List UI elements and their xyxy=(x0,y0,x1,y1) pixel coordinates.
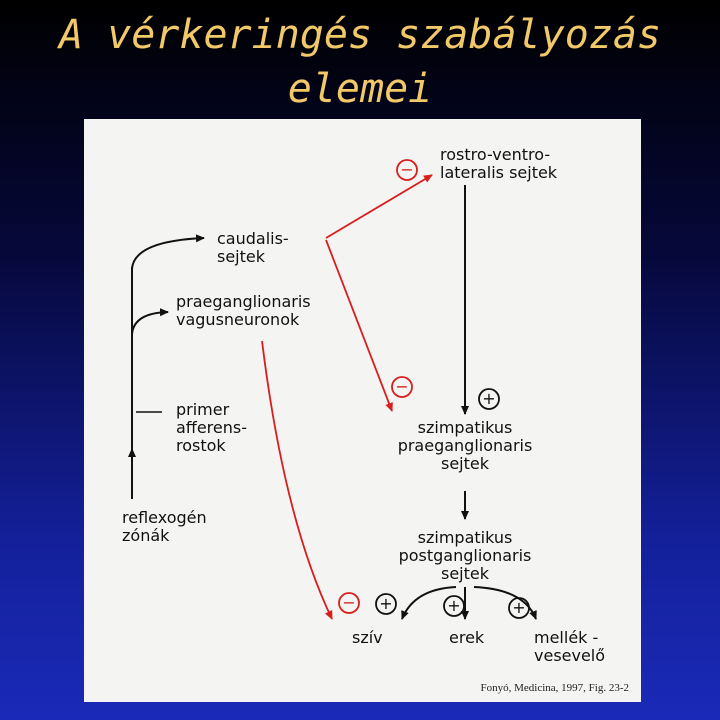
plus-sign-erek-icon xyxy=(444,596,464,616)
primer-line2: afferens- xyxy=(176,418,247,437)
erek-node: erek xyxy=(449,628,485,647)
szimp-prae-line3: sejtek xyxy=(440,454,489,473)
szimp-prae-node xyxy=(380,419,550,473)
szimp-post-line1: szimpatikus xyxy=(417,528,513,547)
vagus-line2: vagusneuronok xyxy=(176,310,300,329)
reflexogen-node xyxy=(122,509,207,545)
primer-line3: rostok xyxy=(176,436,226,455)
svg-text:−: − xyxy=(342,593,356,612)
sziv-node: szív xyxy=(352,628,383,647)
caudalis-line1: caudalis- xyxy=(217,229,289,248)
rostro-line1: rostro-ventro- xyxy=(440,145,551,164)
diagram-panel xyxy=(84,119,641,702)
szimp-post-node xyxy=(380,529,550,583)
caudalis-to-rostro-arrow xyxy=(326,175,432,238)
minus-sign-szimp-icon xyxy=(392,377,412,397)
szimp-post-line2: postganglionaris xyxy=(398,546,532,565)
svg-text:−: − xyxy=(400,160,414,179)
plus-sign-sziv-icon xyxy=(376,594,396,614)
vagus-to-sziv-arrow xyxy=(262,341,332,619)
svg-text:−: − xyxy=(395,377,409,396)
mellek-node xyxy=(534,629,605,665)
primer-node xyxy=(176,401,247,455)
diagram-arrows xyxy=(84,119,641,702)
svg-text:+: + xyxy=(379,594,393,613)
page-title-line1: A vérkeringés szabályozás xyxy=(58,12,662,58)
figure-citation: Fonyó, Medicina, 1997, Fig. 23-2 xyxy=(480,682,629,694)
afferent-to-caudalis-arrow xyxy=(132,238,204,269)
reflexogen-line1: reflexogén xyxy=(122,508,207,527)
rostro-line2: lateralis sejtek xyxy=(440,163,558,182)
page-title-line2: elemei xyxy=(287,66,433,112)
svg-text:+: + xyxy=(512,598,526,617)
plus-sign-mellek-icon xyxy=(509,598,529,618)
reflexogen-line2: zónák xyxy=(122,526,170,545)
svg-text:+: + xyxy=(447,596,461,615)
minus-sign-rostro-icon xyxy=(397,160,417,180)
szimp-prae-line2: praeganglionaris xyxy=(397,436,533,455)
svg-text:+: + xyxy=(482,389,496,408)
afferent-to-vagus-arrow xyxy=(132,312,168,334)
mellek-line2: vesevelő xyxy=(534,646,606,665)
primer-line1: primer xyxy=(176,400,230,419)
caudalis-line2: sejtek xyxy=(217,247,266,266)
vagus-node xyxy=(176,293,311,329)
rostro-node xyxy=(440,146,557,182)
minus-sign-sziv-icon xyxy=(339,593,359,613)
mellek-line1: mellék - xyxy=(534,628,599,647)
caudalis-to-szimp-arrow xyxy=(326,240,392,411)
vagus-line1: praeganglionaris xyxy=(176,292,311,311)
szimp-post-line3: sejtek xyxy=(440,564,489,583)
plus-sign-szimp-icon xyxy=(479,389,499,409)
caudalis-node xyxy=(217,230,289,266)
szimp-prae-line1: szimpatikus xyxy=(417,418,513,437)
